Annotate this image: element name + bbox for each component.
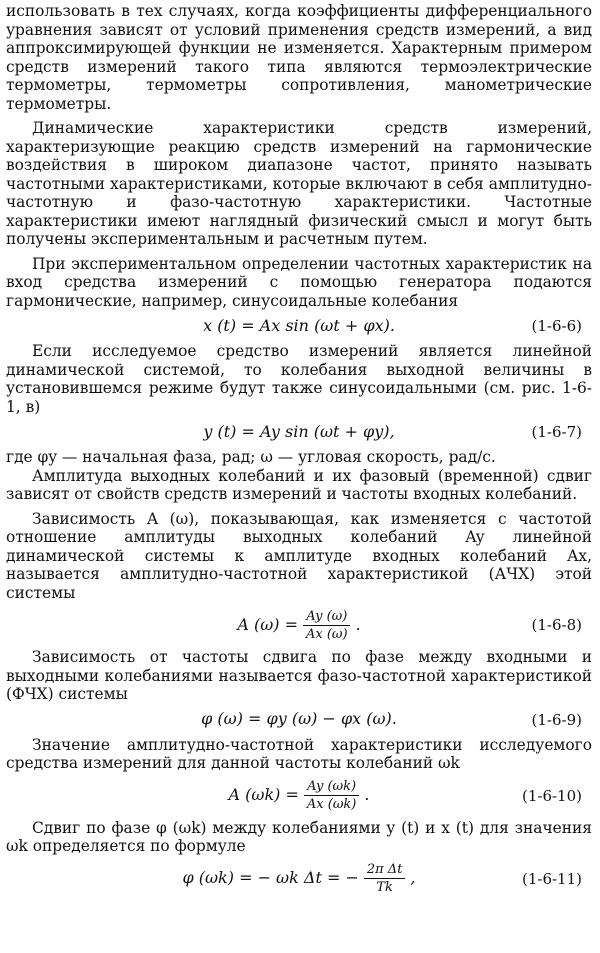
equation-number: (1-6-8) (531, 615, 582, 634)
paragraph-4: Если исследуемое средство измерений является линейной динамической системой, то колебания выходной величины в установившемся режиме будут также синусоидальными (см. рис. 1-6-1, в) (6, 342, 592, 416)
equation-number: (1-6-10) (521, 786, 582, 805)
equation-1-6-7 (6, 416, 592, 448)
equation-expression (229, 779, 370, 812)
paragraph-7: Зависимость A (ω), показывающая, как изменяется с частотой отношение амплитуды выходных колебаний Ay линейной динамической системы к амплитуде входных колебаний Ax, называется амплитудно-частотной характеристикой (АЧХ) этой системы (6, 509, 592, 602)
equation-expression (182, 862, 415, 895)
equation-1-6-11 (6, 856, 592, 902)
paragraph-6: Амплитуда выходных колебаний и их фазовый (временной) сдвиг зависят от свойств средств измерений и частоты входных колебаний. (6, 466, 592, 503)
equation-lhs: A (ω) = (237, 614, 298, 634)
fraction-denominator: Ax (ωk) (306, 797, 357, 812)
equation-1-6-8 (6, 602, 592, 648)
equation-expression: y (t) = Ay sin (ωt + φy), (203, 421, 395, 441)
equation-expression: x (t) = Ax sin (ωt + φx). (203, 315, 395, 335)
equation-1-6-6 (6, 310, 592, 342)
equation-fraction (364, 862, 406, 895)
equation-tail: . (364, 785, 370, 805)
fraction-numerator: Ay (ω) (303, 609, 350, 626)
equation-number: (1-6-6) (531, 316, 582, 335)
equation-number: (1-6-11) (521, 869, 582, 888)
paragraph-2: Динамические характеристики средств измерений, характеризующие реакцию средств измерений на гармонические воздействия в широком диапазоне частот, принято называть частотными характеристиками, которые включают в себя амплитудно-частотную и фазо-частотную характеристики. Частотные характеристики имеют наглядный физический смысл и могут быть получены экспериментальным и расчетным путем. (6, 119, 592, 248)
equation-expression: φ (ω) = φy (ω) − φx (ω). (201, 709, 397, 729)
paragraph-3: При экспериментальном определении частотных характеристик на вход средства измерений с помощью генератора подаются гармонические, например, синусоидальные колебания (6, 254, 592, 310)
equation-expression (237, 609, 360, 642)
paragraph-5: где φy — начальная фаза, рад; ω — угловая скорость, рад/с. (6, 448, 496, 466)
fraction-numerator: Ay (ωk) (304, 779, 359, 796)
equation-fraction (304, 779, 359, 812)
paragraph-9: Значение амплитудно-частотной характеристики исследуемого средства измерений для данной частоты колебаний ωk (6, 735, 592, 772)
equation-tail: , (410, 868, 416, 888)
equation-1-6-9 (6, 704, 592, 736)
equation-1-6-10 (6, 773, 592, 819)
fraction-denominator: Ax (ω) (305, 626, 348, 642)
equation-number: (1-6-7) (531, 422, 582, 441)
equation-fraction (303, 609, 351, 642)
equation-lhs: A (ωk) = (228, 785, 299, 805)
fraction-denominator: Tk (376, 880, 393, 895)
equation-lhs: φ (ωk) = − ωk Δt = − (182, 868, 359, 888)
equation-tail: . (355, 614, 361, 634)
paragraph-8: Зависимость от частоты сдвига по фазе между входными и выходными колебаниями называется фазо-частотной характеристикой (ФЧХ) системы (6, 648, 592, 703)
equation-number: (1-6-9) (531, 710, 582, 729)
paragraph-10: Сдвиг по фазе φ (ωk) между колебаниями y (t) и x (t) для значения ωk определяется по формуле (6, 818, 592, 855)
fraction-numerator: 2π Δt (364, 862, 406, 879)
paragraph-1: использовать в тех случаях, когда коэффициенты дифференциального уравнения зависят от условий применения средств измерений, а вид аппроксимирующей функции не изменяется. Характерным примером средств измерений такого типа являются термоэлектрические термометры, термометры сопротивления, манометрические термометры. (6, 2, 592, 113)
